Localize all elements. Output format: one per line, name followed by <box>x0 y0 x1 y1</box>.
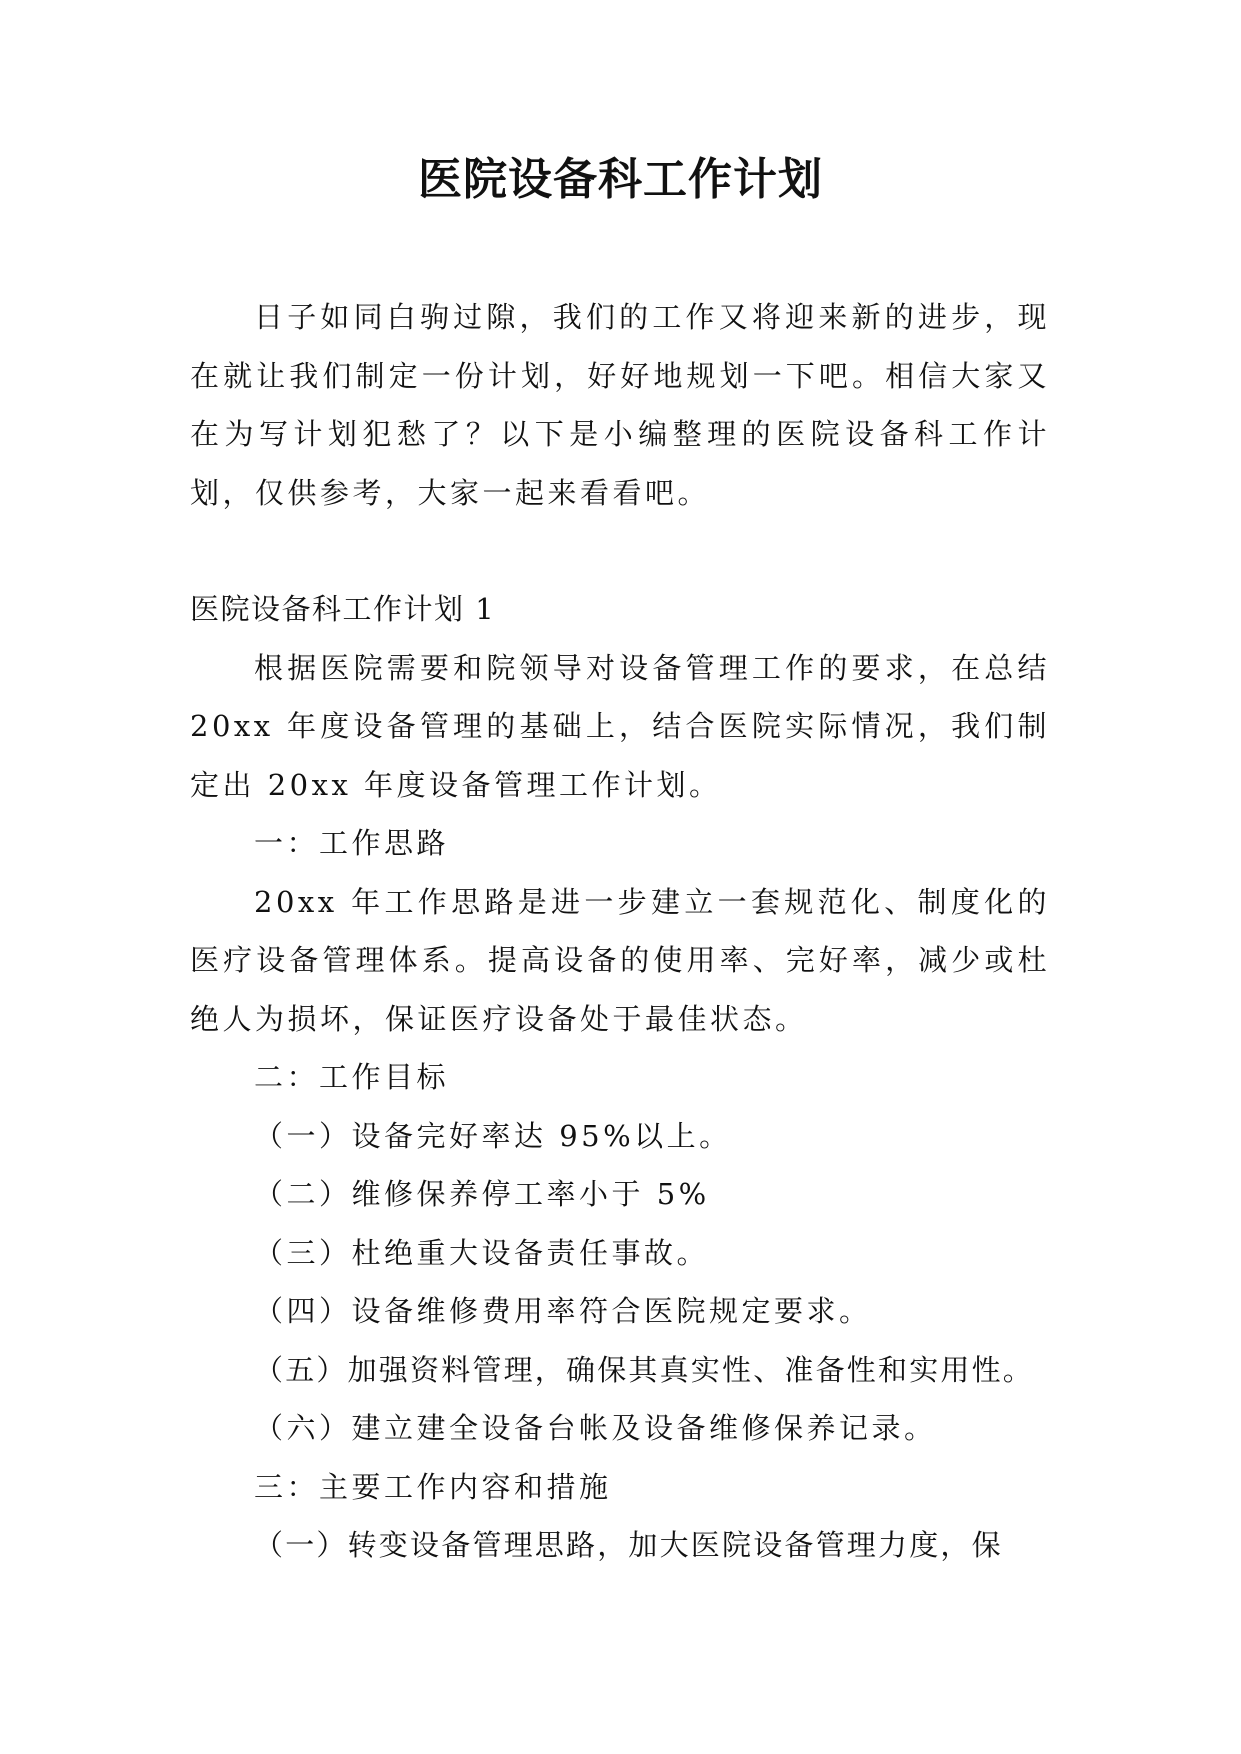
goal-item: （二）维修保养停工率小于 5% <box>254 1177 710 1211</box>
measures-first-line: （一）转变设备管理思路，加大医院设备管理力度，保 <box>254 1528 1003 1562</box>
goal-item: （三）杜绝重大设备责任事故。 <box>254 1235 710 1270</box>
goal-item: （一）设备完好率达 95%以上。 <box>254 1118 732 1153</box>
intro-paragraph: 日子如同白驹过隙，我们的工作又将迎来新的进步，现在就让我们制定一份计划，好好地规划一下吧。相信大家又在为写计划犯愁了？以下是小编整理的医院设备科工作计划，仅供参考，大家一起来看看吧。 <box>190 300 1050 510</box>
section-heading: 医院设备科工作计划 1 <box>190 592 496 626</box>
goal-item: （五）加强资料管理，确保其真实性、准备性和实用性。 <box>254 1352 1035 1387</box>
document-title: 医院设备科工作计划 <box>418 154 823 205</box>
goal-item: （四）设备维修费用率符合医院规定要求。 <box>254 1294 872 1328</box>
section-paragraph: 根据医院需要和院领导对设备管理工作的要求，在总结 20xx 年度设备管理的基础上，结合医院实际情况，我们制定出 20xx 年度设备管理工作计划。 <box>190 650 1050 802</box>
thinking-paragraph: 20xx 年工作思路是进一步建立一套规范化、制度化的医疗设备管理体系。提高设备的使用率、完好率，减少或杜绝人为损坏，保证医疗设备处于最佳状态。 <box>190 884 1050 1036</box>
measures-heading: 三：主要工作内容和措施 <box>254 1469 612 1504</box>
document-body <box>190 288 1050 1575</box>
goals-heading: 二：工作目标 <box>254 1060 450 1094</box>
goal-item: （六）建立建全设备台帐及设备维修保养记录。 <box>254 1411 937 1445</box>
thinking-heading: 一：工作思路 <box>254 826 450 860</box>
